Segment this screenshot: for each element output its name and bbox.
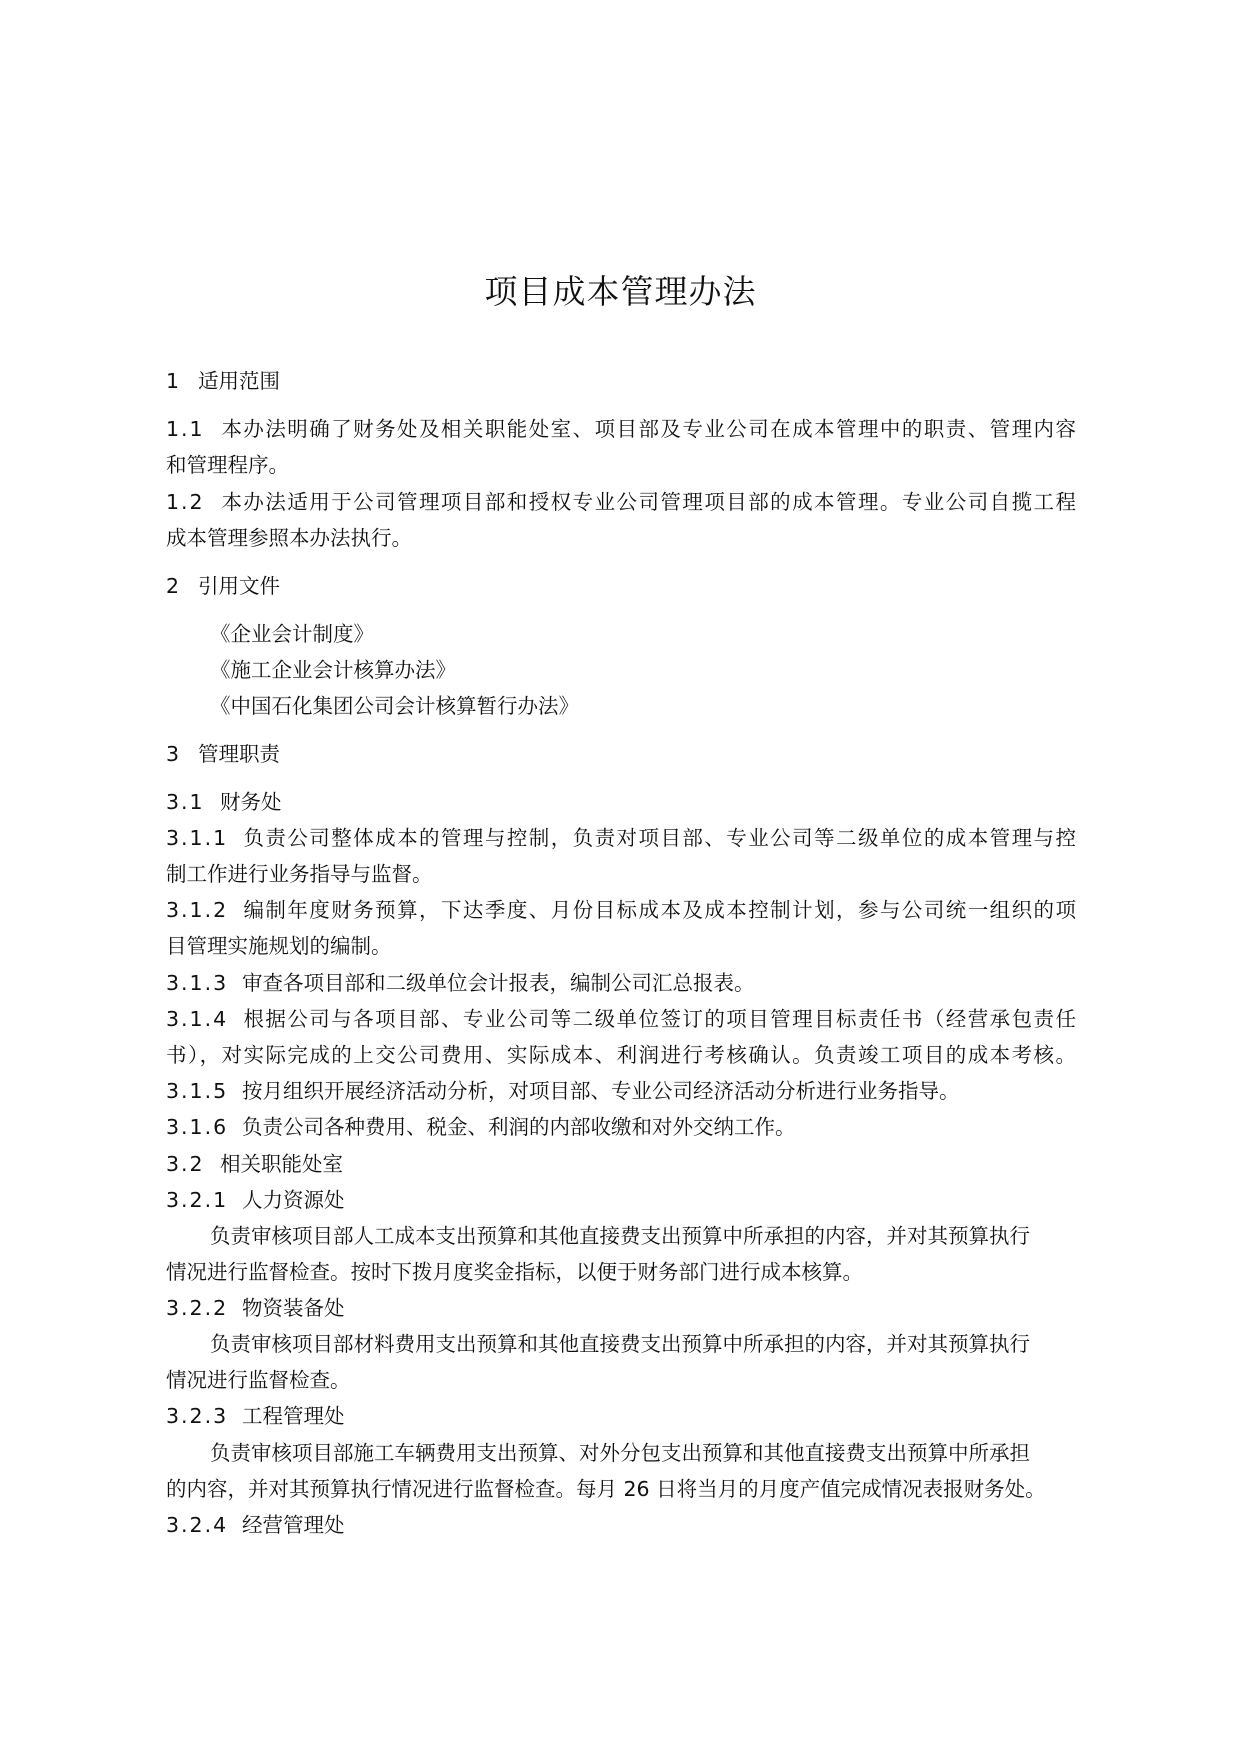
reference-doc-3 <box>210 691 1120 721</box>
clause-text: 相关职能处室 <box>220 1152 343 1176</box>
clause-number: 1.2 <box>166 490 205 514</box>
clause-number: 3.1.6 <box>166 1115 229 1139</box>
clause-text: 财务处 <box>220 790 282 814</box>
reference-doc-1 <box>210 619 1120 649</box>
clause-number: 3.1.1 <box>166 826 229 850</box>
page-title: 项目成本管理办法 <box>484 272 757 311</box>
section-text: 管理职责 <box>198 742 280 766</box>
clause-text: 本办法明确了财务处及相关职能处室、项目部及专业公司在成本管理中的职责、管理内容 <box>220 417 1076 441</box>
clause-3-1 <box>166 787 1076 817</box>
clause-3-1-3 <box>166 968 1076 998</box>
clause-text: 情况进行监督检查。按时下拨月度奖金指标，以便于财务部门进行成本核算。 <box>166 1260 863 1284</box>
section-number: 3 <box>166 742 182 766</box>
clause-3-1-4-cont <box>166 1040 1076 1070</box>
clause-text: 经营管理处 <box>242 1513 345 1537</box>
clause-text: 按月组织开展经济活动分析，对项目部、专业公司经济活动分析进行业务指导。 <box>242 1079 960 1103</box>
clause-number: 1.1 <box>166 417 205 441</box>
clause-text: 负责审核项目部材料费用支出预算和其他直接费支出预算中所承担的内容，并对其预算执行 <box>210 1332 1030 1356</box>
clause-3-2-2-body <box>210 1329 1076 1359</box>
clause-3-2-3 <box>166 1401 1076 1431</box>
clause-1-2-cont <box>166 523 1076 553</box>
clause-3-2-2-cont <box>166 1365 1076 1395</box>
section-number: 2 <box>166 574 182 598</box>
section-heading-3 <box>166 739 1076 769</box>
clause-text: 本办法适用于公司管理项目部和授权专业公司管理项目部的成本管理。专业公司自揽工程 <box>220 490 1076 514</box>
clause-text: 书），对实际完成的上交公司费用、实际成本、利润进行考核确认。负责竣工项目的成本考核。 <box>166 1043 1076 1067</box>
clause-3-1-6 <box>166 1112 1076 1142</box>
clause-3-1-2 <box>166 895 1076 925</box>
clause-text: 负责公司整体成本的管理与控制，负责对项目部、专业公司等二级单位的成本管理与控 <box>242 826 1076 850</box>
reference-doc-2 <box>210 655 1120 685</box>
clause-text: 的内容，并对其预算执行情况进行监督检查。每月 26 日将当月的月度产值完成情况表报财务处。 <box>166 1477 1046 1501</box>
clause-3-2-4 <box>166 1510 1076 1540</box>
clause-3-2-2 <box>166 1293 1076 1323</box>
section-heading-2 <box>166 571 1076 601</box>
clause-text: 物资装备处 <box>242 1296 345 1320</box>
clause-text: 负责公司各种费用、税金、利润的内部收缴和对外交纳工作。 <box>242 1115 796 1139</box>
clause-text: 工程管理处 <box>242 1404 345 1428</box>
clause-number: 3.2.1 <box>166 1188 229 1212</box>
clause-1-1-cont <box>166 450 1076 480</box>
clause-3-1-2-cont <box>166 931 1076 961</box>
clause-1-1 <box>166 414 1076 444</box>
clause-number: 3.1 <box>166 790 205 814</box>
clause-3-2-1-body <box>210 1221 1076 1251</box>
clause-text: 目管理实施规划的编制。 <box>166 934 392 958</box>
clause-number: 3.1.5 <box>166 1079 229 1103</box>
clause-text: 负责审核项目部人工成本支出预算和其他直接费支出预算中所承担的内容，并对其预算执行 <box>210 1224 1030 1248</box>
section-number: 1 <box>166 369 182 393</box>
clause-text: 情况进行监督检查。 <box>166 1368 351 1392</box>
clause-number: 3.2 <box>166 1152 205 1176</box>
clause-3-1-1 <box>166 823 1076 853</box>
section-text: 适用范围 <box>198 369 280 393</box>
section-text: 引用文件 <box>198 574 280 598</box>
clause-text: 人力资源处 <box>242 1188 345 1212</box>
section-heading-1 <box>166 366 1076 396</box>
clause-number: 3.2.4 <box>166 1513 229 1537</box>
clause-3-2-1-cont <box>166 1257 1076 1287</box>
clause-text: 成本管理参照本办法执行。 <box>166 526 412 550</box>
clause-number: 3.2.3 <box>166 1404 229 1428</box>
clause-text: 根据公司与各项目部、专业公司等二级单位签订的项目管理目标责任书（经营承包责任 <box>242 1007 1076 1031</box>
reference-text: 《施工企业会计核算办法》 <box>210 658 456 682</box>
clause-number: 3.1.3 <box>166 971 229 995</box>
clause-text: 编制年度财务预算，下达季度、月份目标成本及成本控制计划，参与公司统一组织的项 <box>242 898 1076 922</box>
clause-text: 和管理程序。 <box>166 453 289 477</box>
reference-text: 《中国石化集团公司会计核算暂行办法》 <box>210 694 579 718</box>
clause-text: 审查各项目部和二级单位会计报表，编制公司汇总报表。 <box>242 971 755 995</box>
clause-text: 制工作进行业务指导与监督。 <box>166 862 433 886</box>
reference-text: 《企业会计制度》 <box>210 622 374 646</box>
clause-3-1-1-cont <box>166 859 1076 889</box>
clause-3-1-5 <box>166 1076 1076 1106</box>
clause-3-2-1 <box>166 1185 1076 1215</box>
clause-number: 3.2.2 <box>166 1296 229 1320</box>
clause-text: 负责审核项目部施工车辆费用支出预算、对外分包支出预算和其他直接费支出预算中所承担 <box>210 1441 1030 1465</box>
clause-3-2-3-cont <box>166 1474 1076 1504</box>
clause-1-2 <box>166 487 1076 517</box>
clause-3-1-4 <box>166 1004 1076 1034</box>
clause-number: 3.1.2 <box>166 898 229 922</box>
clause-3-2-3-body <box>210 1438 1076 1468</box>
clause-number: 3.1.4 <box>166 1007 229 1031</box>
clause-3-2 <box>166 1149 1076 1179</box>
